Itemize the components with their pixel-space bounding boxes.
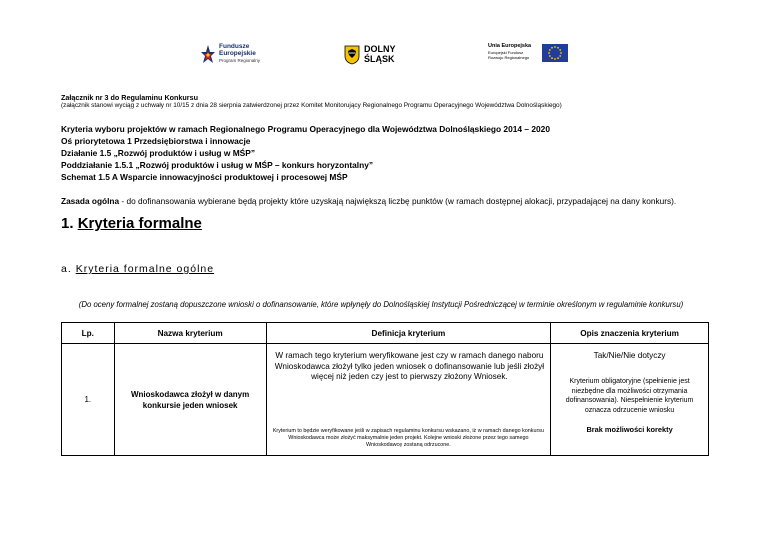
row-lp: 1. <box>62 344 115 456</box>
logo-bar <box>0 42 768 72</box>
ue-logo-text <box>488 43 531 60</box>
ue-line-3: Rozwoju Regionalnego <box>488 54 530 60</box>
col-header-definition: Definicja kryterium <box>266 323 551 344</box>
table-row <box>62 344 709 456</box>
fundusze-europejskie-logo <box>200 42 270 70</box>
fe-logo-text <box>219 43 260 64</box>
section-number: 1. <box>61 215 78 232</box>
header-line-3: Działanie 1.5 „Rozwój produktów i usług w MŚP” <box>61 148 256 158</box>
ds-line-1: DOLNY <box>364 44 396 54</box>
fe-line-3: Program Regionalny <box>219 58 261 63</box>
row-answer-options: Tak/Nie/Nie dotyczy <box>593 351 666 360</box>
col-header-name: Nazwa kryterium <box>114 323 266 344</box>
eligibility-note: (Do oceny formalnej zostaną dopuszczone wnioski o dofinansowanie, które wpłynęły do Dolnośląskiej Instytucji Pośredniczącej w terminie określonym w regulaminie konkursu) <box>78 300 684 309</box>
fe-line-2: Europejskie <box>219 50 256 57</box>
ds-logo-text <box>364 44 396 64</box>
table-header-row <box>62 323 709 344</box>
header-line-5: Schemat 1.5 A Wsparcie innowacyjności produktowej i procesowej MŚP <box>61 172 348 182</box>
row-definition-cell <box>266 344 551 456</box>
col-header-description: Opis znaczenia kryterium <box>551 323 709 344</box>
row-correction-text: Brak możliwości korekty <box>586 425 673 434</box>
section-title: Kryteria formalne <box>77 215 202 232</box>
ue-line-2: Europejski Fundusz <box>488 49 524 55</box>
header-line-1: Kryteria wyboru projektów w ramach Regionalnego Programu Operacyjnego dla Województwa Dolnośląskiego 2014 – 2020 <box>61 124 550 134</box>
general-rule-text: - do dofinansowania wybierane będą projekty które uzyskają największą liczbę punktów (w ramach dostępnej alokacji, przypadającej na dany konkurs). <box>119 196 677 206</box>
ds-line-2: ŚLĄSK <box>364 54 395 64</box>
col-header-lp: Lp. <box>62 323 115 344</box>
row-definition: W ramach tego kryterium weryfikowane jest czy w ramach danego naboru Wnioskodawca złożył tylko jeden wniosek o dofinansowanie lub jeśli złożył więcej niż jeden czy jest to pierwszy złożony Wniosek. <box>274 351 545 381</box>
dolny-slask-logo <box>344 44 404 70</box>
header-line-2: Oś priorytetowa 1 Przedsiębiorstwa i innowacje <box>61 136 251 146</box>
general-rule-label: Zasada ogólna <box>61 196 120 206</box>
general-rule <box>61 196 701 207</box>
header-line-4: Poddziałanie 1.5.1 „Rozwój produktów i usług w MŚP – konkurs horyzontalny” <box>61 160 374 170</box>
unia-europejska-logo <box>488 42 578 70</box>
eu-flag-icon <box>542 44 568 62</box>
eagle-shield-icon <box>344 45 360 65</box>
row-definition-note: Kryterium to będzie weryfikowane jeśli w zapisach regulaminu konkursu wskazano, iż w ramach danego konkursu Wnioskodawca może złożyć maksymalnie jeden projekt. Kolejne wnioski złożone przez tego samego Wnioskodawcę zostaną odrzucone. <box>272 428 544 448</box>
fe-line-1: Fundusze <box>219 43 250 50</box>
row-criterion-name: Wnioskodawca złożył w danym konkursie jeden wniosek <box>114 344 266 456</box>
ue-line-1: Unia Europejska <box>488 43 532 49</box>
criteria-table <box>61 322 709 456</box>
row-description-cell <box>551 344 709 456</box>
annex-subtitle: (załącznik stanowi wyciąg z uchwały nr 10/15 z dnia 28 sierpnia zatwierdzonej przez Komitet Monitorujący Regionalnego Programu Operacyjnego Województwa Dolnośląskiego) <box>61 102 562 109</box>
section-heading <box>61 215 202 232</box>
annex-title: Załącznik nr 3 do Regulaminu Konkursu <box>61 93 198 102</box>
subsection-title: Kryteria formalne ogólne <box>75 263 215 275</box>
subsection-prefix: a. <box>61 263 76 275</box>
subsection-heading <box>61 263 214 275</box>
fe-star-icon <box>200 44 216 66</box>
row-obligation-text: Kryterium obligatoryjne (spełnienie jest niezbędne dla możliwości otrzymania dofinansowania). Niespełnienie kryterium oznacza odrzucenie wniosku <box>565 378 694 414</box>
